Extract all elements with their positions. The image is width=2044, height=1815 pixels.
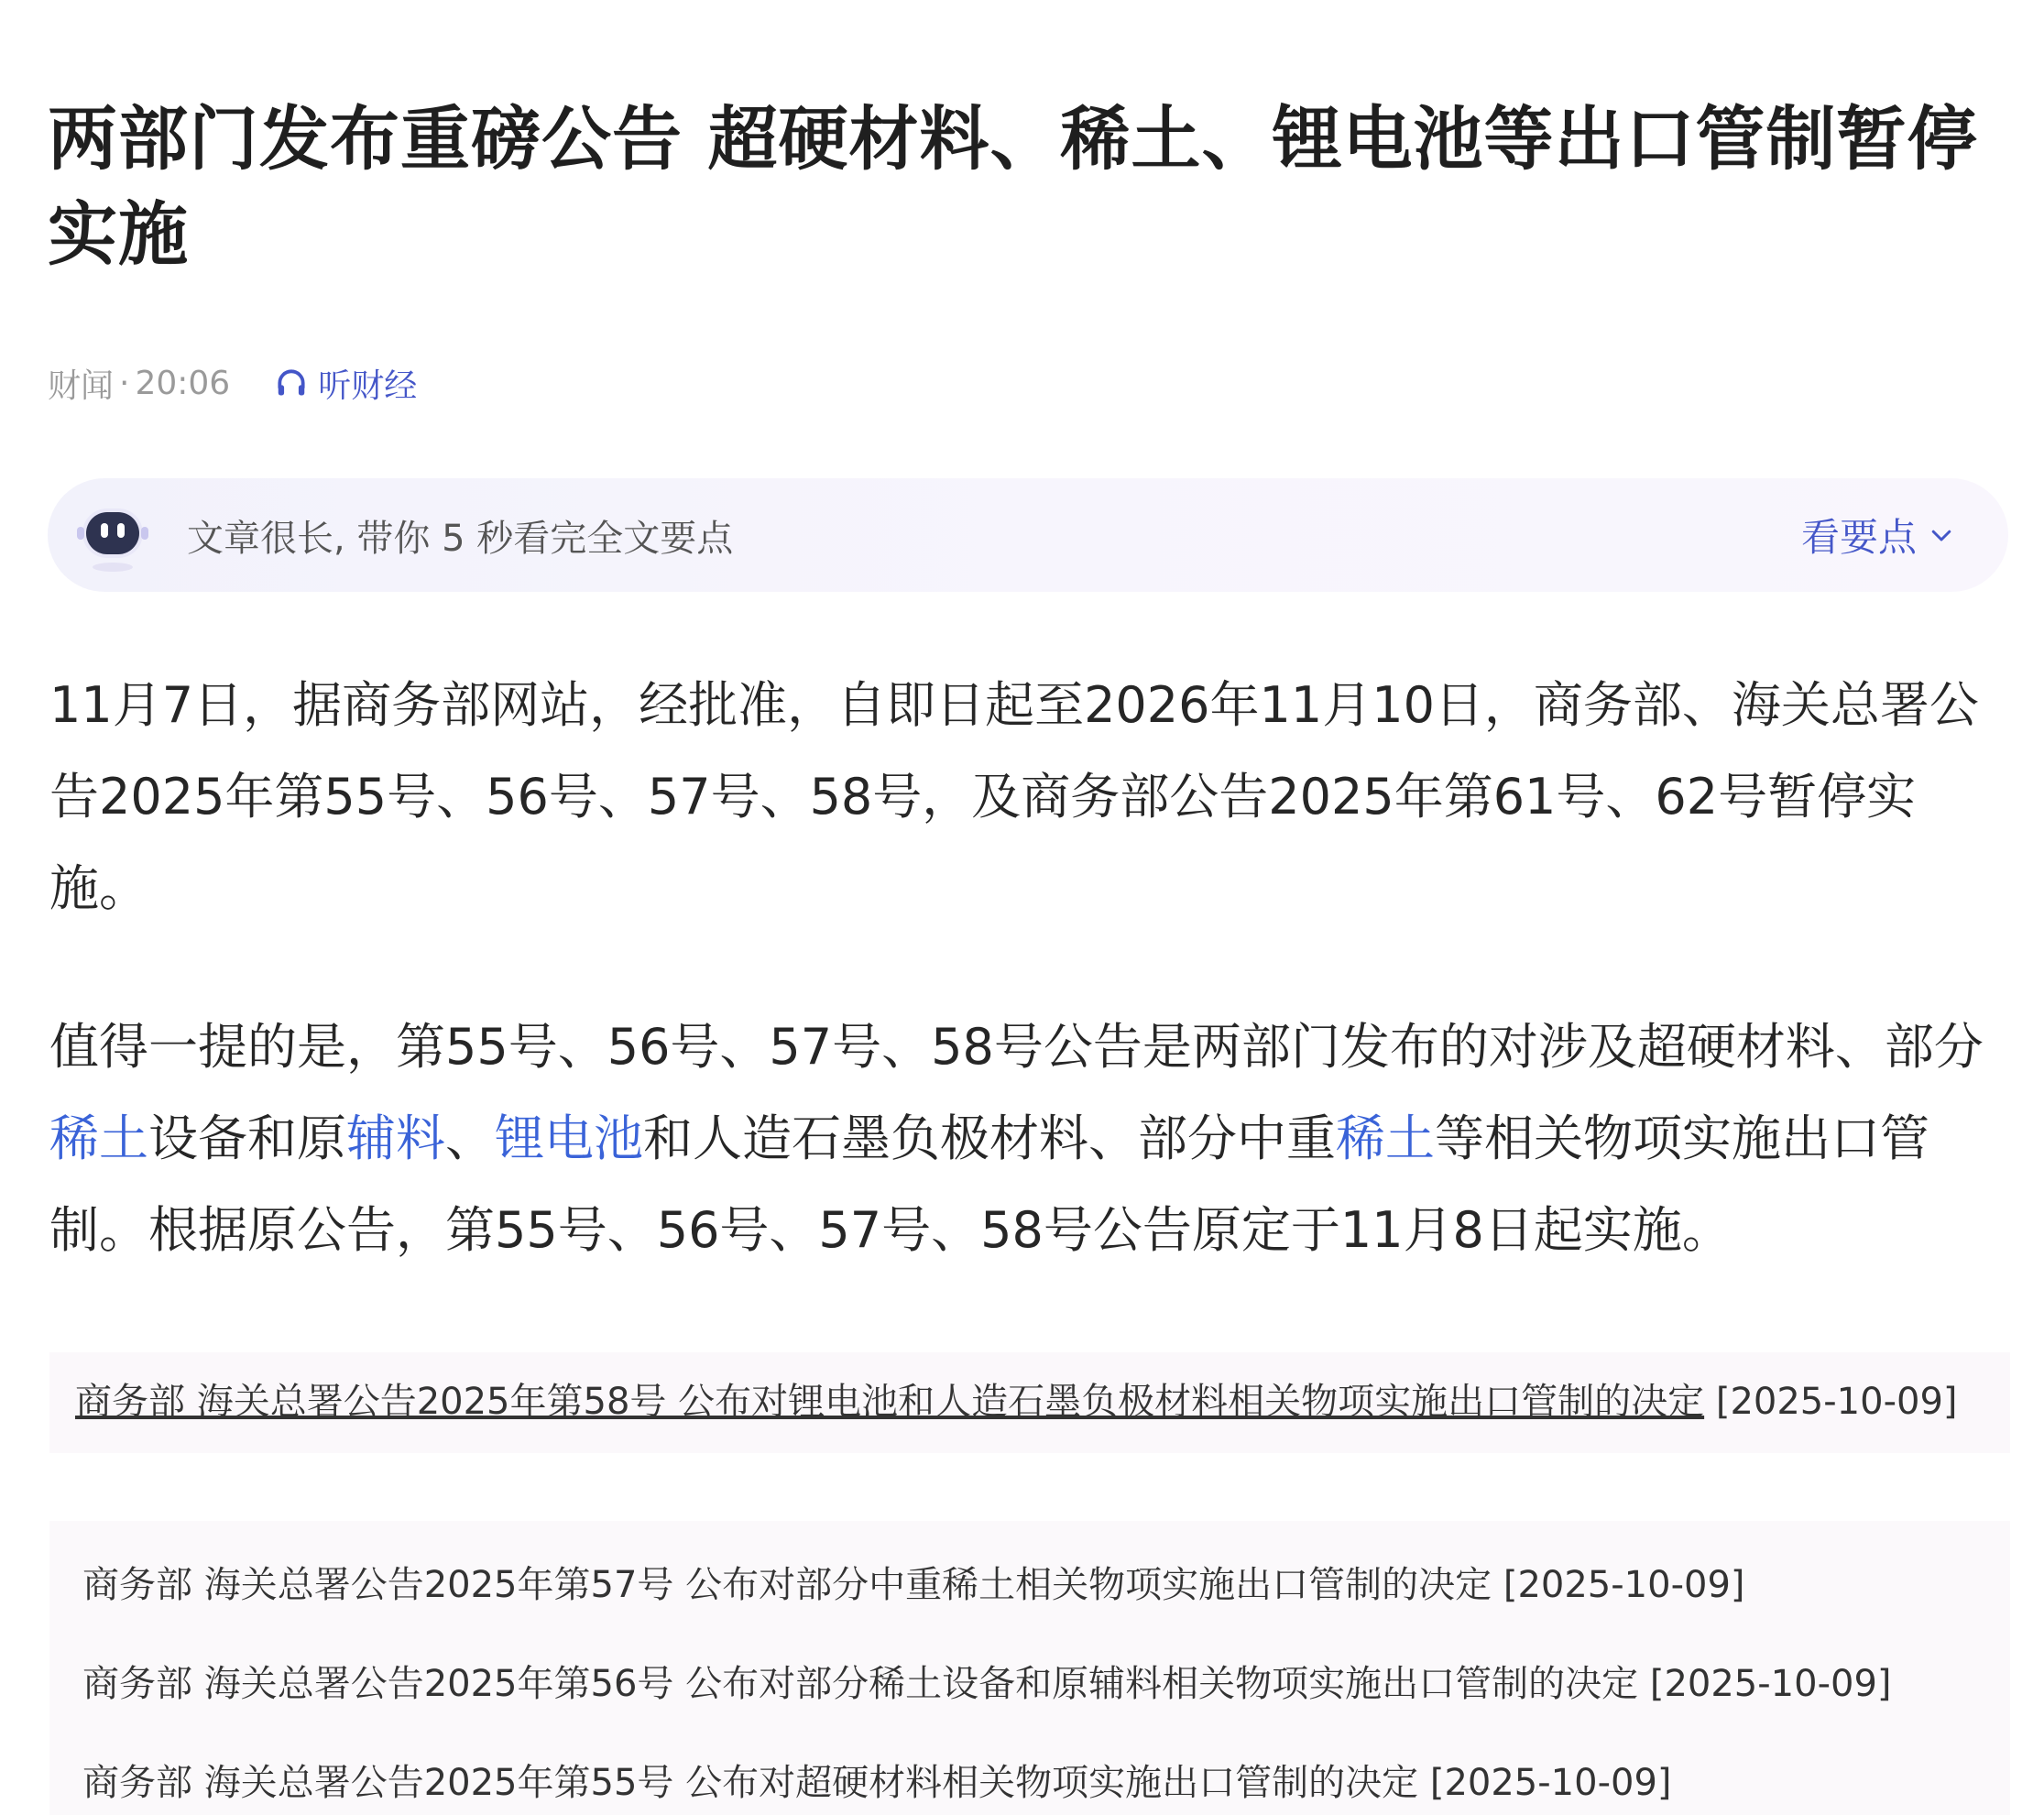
related-reference-item[interactable]: 商务部 海关总署公告2025年第55号 公布对超硬材料相关物项实施出口管制的决定 [2025-10-09] bbox=[82, 1762, 1672, 1804]
body-paragraph-1: 11月7日，据商务部网站，经批准，自即日起至2026年11月10日，商务部、海关总署公告2025年第55号、56号、57号、58号，及商务部公告2025年第61号、62号暂停实施。 bbox=[49, 676, 1979, 917]
listen-button[interactable] bbox=[274, 360, 417, 407]
summary-text: 文章很长, 带你 5 秒看完全文要点 bbox=[187, 517, 734, 560]
featured-reference-date: [2025-10-09] bbox=[1715, 1381, 1958, 1423]
summary-banner[interactable] bbox=[48, 478, 2008, 592]
related-references-box bbox=[49, 1521, 2010, 1815]
paragraph-2-text-5: 等相关物项实施出口管制。根据原公告，第55号、56号、57号、58号公告原定于11月8日起实施。 bbox=[49, 1110, 1929, 1259]
body-paragraph-2 bbox=[49, 1001, 2010, 1276]
rare-earth-link[interactable]: 稀土 bbox=[49, 1110, 148, 1167]
featured-reference-link[interactable]: 商务部 海关总署公告2025年第58号 公布对锂电池和人造石墨负极材料相关物项实施出口管制的决定 bbox=[75, 1381, 1705, 1423]
listen-label: 听财经 bbox=[318, 366, 418, 405]
article-time: 20:06 bbox=[135, 364, 231, 402]
view-key-points-label: 看要点 bbox=[1800, 515, 1917, 560]
paragraph-2-text-2: 设备和原 bbox=[148, 1110, 346, 1167]
view-key-points-button[interactable] bbox=[1801, 508, 1955, 563]
article-meta bbox=[48, 355, 417, 410]
auxiliary-materials-link[interactable]: 辅料 bbox=[346, 1110, 445, 1167]
related-reference-item[interactable]: 商务部 海关总署公告2025年第56号 公布对部分稀土设备和原辅料相关物项实施出口管制的决定 [2025-10-09] bbox=[82, 1663, 1892, 1705]
featured-reference-box bbox=[49, 1352, 2010, 1453]
paragraph-2-text-4: 和人造石墨负极材料、部分中重 bbox=[643, 1110, 1336, 1167]
rare-earth-link-2[interactable]: 稀土 bbox=[1336, 1110, 1435, 1167]
headphones-icon bbox=[274, 366, 309, 400]
chevron-down-icon bbox=[1928, 521, 1955, 549]
related-reference-item[interactable]: 商务部 海关总署公告2025年第57号 公布对部分中重稀土相关物项实施出口管制的决定 [2025-10-09] bbox=[82, 1564, 1745, 1606]
featured-reference bbox=[75, 1376, 1958, 1427]
article-title: 两部门发布重磅公告 超硬材料、稀土、锂电池等出口管制暂停实施 bbox=[48, 98, 1978, 275]
meta-separator: · bbox=[119, 364, 130, 402]
article-source: 财闻 bbox=[48, 366, 115, 405]
robot-icon bbox=[73, 496, 152, 574]
lithium-battery-link[interactable]: 锂电池 bbox=[495, 1110, 643, 1167]
paragraph-2-text-1: 值得一提的是，第55号、56号、57号、58号公告是两部门发布的对涉及超硬材料、部分 bbox=[49, 1018, 1984, 1076]
paragraph-2-text-3: 、 bbox=[445, 1110, 495, 1167]
